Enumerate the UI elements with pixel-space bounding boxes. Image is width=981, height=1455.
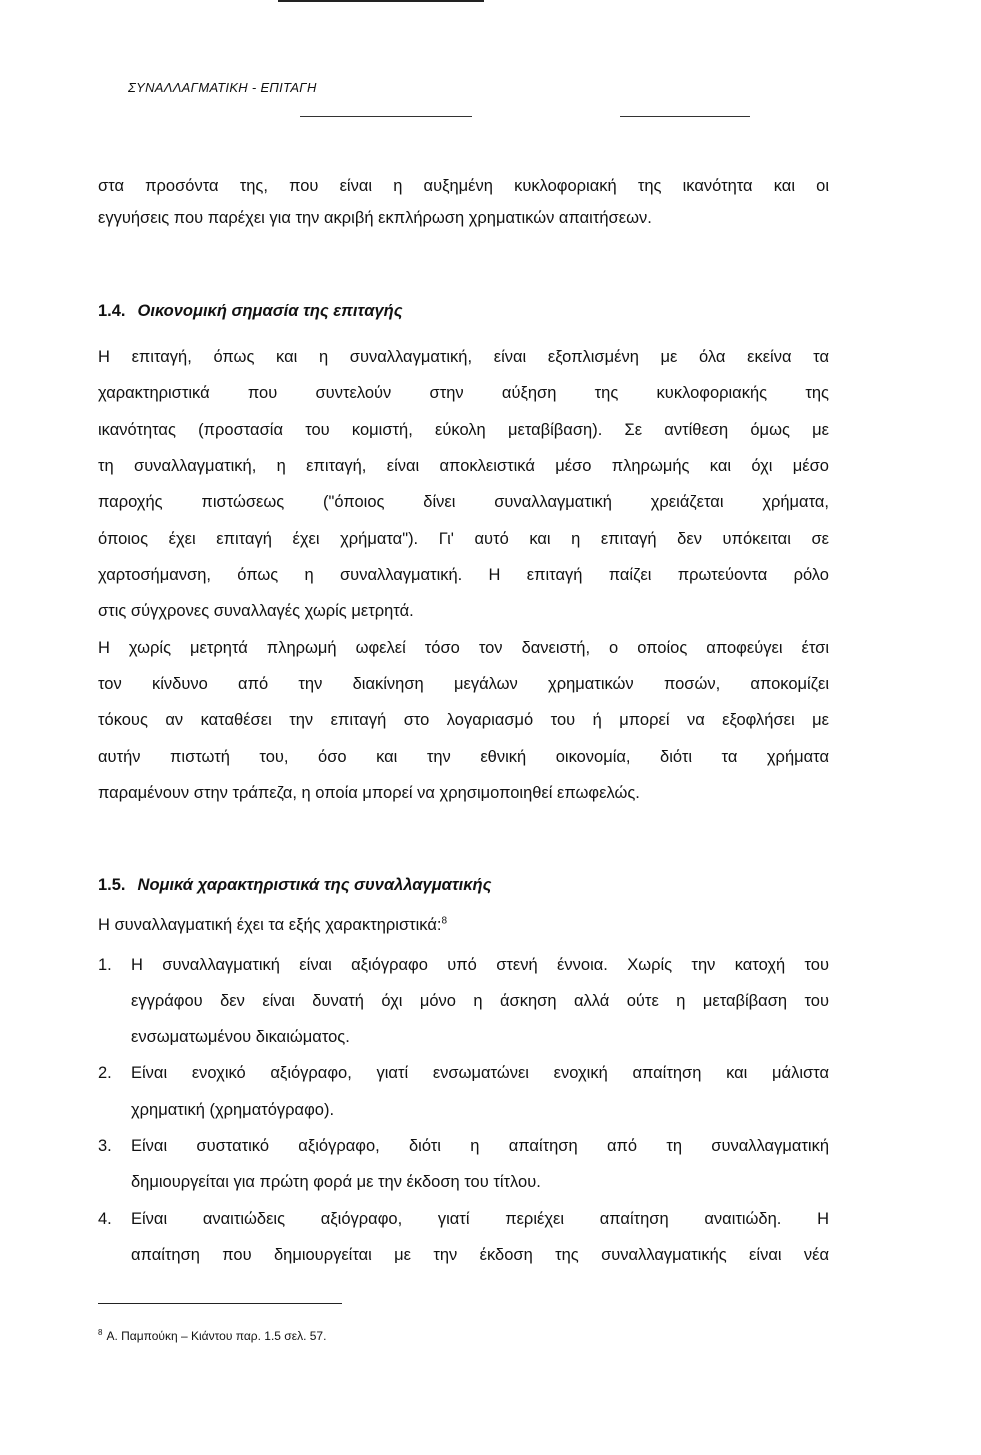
paragraph-line: στις σύγχρονες συναλλαγές χωρίς μετρητά. [98, 602, 414, 620]
paragraph-line: παραμένουν στην τράπεζα, η οποία μπορεί να χρησιμοποιηθεί επωφελώς. [98, 784, 640, 802]
section-number: 1.5. [98, 876, 126, 894]
section-heading-1-5 [98, 876, 491, 895]
list-item-line: απαίτηση που δημιουργείται με την έκδοση της συναλλαγματικής είναι νέα [131, 1246, 829, 1264]
list-item-line: δημιουργείται για πρώτη φορά με την έκδοση του τίτλου. [131, 1173, 541, 1191]
paragraph-line: όποιος έχει επιταγή έχει χρήματα"). Γι' αυτό και η επιταγή δεν υπόκειται σε [98, 530, 829, 548]
paragraph-line: Η επιταγή, όπως και η συναλλαγματική, είναι εξοπλισμένη με όλα εκείνα τα [98, 348, 829, 366]
section-title: Οικονομική σημασία της επιταγής [137, 302, 403, 320]
footnote [98, 1329, 326, 1343]
intro-line: στα προσόντα της, που είναι η αυξημένη κυκλοφοριακή της ικανότητα και οι [98, 177, 829, 195]
list-item-line: Είναι συστατικό αξιόγραφο, διότι η απαίτηση από τη συναλλαγματική [131, 1137, 829, 1155]
header-rule-right [620, 116, 750, 117]
paragraph-line: χαρτοσήμανση, όπως η συναλλαγματική. Η επιταγή παίζει πρωτεύοντα ρόλο [98, 566, 829, 584]
paragraph-line: αυτήν πιστωτή του, όσο και την εθνική οικονομία, διότι τα χρήματα [98, 748, 829, 766]
intro-line: εγγυήσεις που παρέχει για την ακριβή εκπλήρωση χρηματικών απαιτήσεων. [98, 209, 652, 227]
list-item-line: ενσωματωμένου δικαιώματος. [131, 1028, 350, 1046]
paragraph-line: τόκους αν καταθέσει την επιταγή στο λογαριασμό του ή μπορεί να εξοφλήσει με [98, 711, 829, 729]
footnote-number: 8 [98, 1328, 103, 1337]
section-intro [98, 915, 829, 935]
list-item-line: Είναι αναιτιώδεις αξιόγραφο, γιατί περιέχει απαίτηση αναιτιώδη. Η [131, 1210, 829, 1228]
section-intro-text: Η συναλλαγματική έχει τα εξής χαρακτηριστικά: [98, 916, 442, 934]
list-item-number: 2. [98, 1064, 112, 1082]
footnote-text: Α. Παμπούκη – Κιάντου παρ. 1.5 σελ. 57. [106, 1329, 327, 1343]
paragraph-line: ικανότητας (προστασία του κομιστή, εύκολη μεταβίβαση). Σε αντίθεση όμως με [98, 421, 829, 439]
list-item-line: Η συναλλαγματική είναι αξιόγραφο υπό στενή έννοια. Χωρίς την κατοχή του [131, 956, 829, 974]
section-heading-1-4 [98, 302, 403, 321]
list-item-number: 1. [98, 956, 112, 974]
paragraph-line: Η χωρίς μετρητά πληρωμή ωφελεί τόσο τον δανειστή, ο οποίος αποφεύγει έτσι [98, 639, 829, 657]
list-item-line: Είναι ενοχικό αξιόγραφο, γιατί ενσωματώνει ενοχική απαίτηση και μάλιστα [131, 1064, 829, 1082]
section-title: Νομικά χαρακτηριστικά της συναλλαγματικής [137, 876, 492, 894]
list-item-number: 3. [98, 1137, 112, 1155]
paragraph-line: χαρακτηριστικά που συντελούν στην αύξηση της κυκλοφοριακής της [98, 384, 829, 402]
section-number: 1.4. [98, 302, 126, 320]
footnote-ref: 8 [441, 915, 448, 927]
running-header: ΣΥΝΑΛΛΑΓΜΑΤΙΚΗ - ΕΠΙΤΑΓΗ [128, 80, 317, 95]
footnote-rule [98, 1303, 342, 1304]
paragraph-line: τον κίνδυνο από την διακίνηση μεγάλων χρηματικών ποσών, αποκομίζει [98, 675, 829, 693]
header-rule-left [300, 116, 472, 117]
list-item-line: χρηματική (χρηματόγραφο). [131, 1101, 335, 1119]
paragraph-line: τη συναλλαγματική, η επιταγή, είναι αποκλειστικά μέσο πληρωμής και όχι μέσο [98, 457, 829, 475]
list-item-line: εγγράφου δεν είναι δυνατή όχι μόνο η άσκηση αλλά ούτε η μεταβίβαση του [131, 992, 829, 1010]
top-rule [278, 0, 484, 2]
paragraph-line: παροχής πιστώσεως ("όποιος δίνει συναλλαγματική χρειάζεται χρήματα, [98, 493, 829, 511]
list-item-number: 4. [98, 1210, 112, 1228]
